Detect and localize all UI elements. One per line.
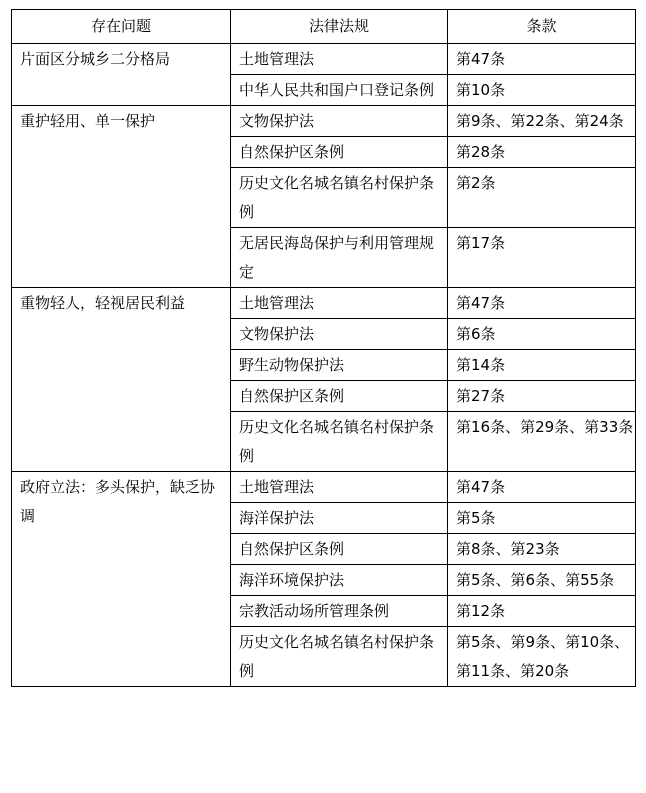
law-cell: 文物保护法 <box>231 319 448 350</box>
clause-cell: 第17条 <box>448 228 636 288</box>
issue-cell: 片面区分城乡二分格局 <box>12 44 231 106</box>
table-row <box>12 44 636 75</box>
law-cell: 历史文化名城名镇名村保护条例 <box>231 168 448 228</box>
law-cell: 历史文化名城名镇名村保护条例 <box>231 412 448 472</box>
clause-cell: 第12条 <box>448 596 636 627</box>
law-cell: 土地管理法 <box>231 44 448 75</box>
clause-cell: 第47条 <box>448 44 636 75</box>
clause-cell: 第47条 <box>448 288 636 319</box>
header-issue: 存在问题 <box>12 10 231 44</box>
issue-cell: 重物轻人，轻视居民利益 <box>12 288 231 472</box>
law-cell: 历史文化名城名镇名村保护条例 <box>231 627 448 687</box>
clause-cell: 第14条 <box>448 350 636 381</box>
clause-cell: 第6条 <box>448 319 636 350</box>
clause-cell: 第5条 <box>448 503 636 534</box>
regulations-table <box>11 9 636 687</box>
clause-cell: 第8条、第23条 <box>448 534 636 565</box>
law-cell: 土地管理法 <box>231 472 448 503</box>
law-cell: 自然保护区条例 <box>231 381 448 412</box>
clause-cell: 第47条 <box>448 472 636 503</box>
clause-cell: 第10条 <box>448 75 636 106</box>
clause-cell: 第16条、第29条、第33条 <box>448 412 636 472</box>
clause-cell: 第28条 <box>448 137 636 168</box>
law-cell: 海洋保护法 <box>231 503 448 534</box>
clause-cell: 第5条、第9条、第10条、第11条、第20条 <box>448 627 636 687</box>
law-cell: 宗教活动场所管理条例 <box>231 596 448 627</box>
law-cell: 自然保护区条例 <box>231 137 448 168</box>
law-cell: 中华人民共和国户口登记条例 <box>231 75 448 106</box>
law-cell: 文物保护法 <box>231 106 448 137</box>
header-clause: 条款 <box>448 10 636 44</box>
clause-cell: 第2条 <box>448 168 636 228</box>
issue-cell: 政府立法：多头保护，缺乏协调 <box>12 472 231 687</box>
table-row <box>12 472 636 503</box>
table-body <box>12 44 636 687</box>
header-row <box>12 10 636 44</box>
law-cell: 无居民海岛保护与利用管理规定 <box>231 228 448 288</box>
law-cell: 野生动物保护法 <box>231 350 448 381</box>
law-cell: 自然保护区条例 <box>231 534 448 565</box>
clause-cell: 第5条、第6条、第55条 <box>448 565 636 596</box>
law-cell: 土地管理法 <box>231 288 448 319</box>
law-cell: 海洋环境保护法 <box>231 565 448 596</box>
header-law: 法律法规 <box>231 10 448 44</box>
clause-cell: 第9条、第22条、第24条 <box>448 106 636 137</box>
table-row <box>12 106 636 137</box>
issue-cell: 重护轻用、单一保护 <box>12 106 231 288</box>
clause-cell: 第27条 <box>448 381 636 412</box>
table-row <box>12 288 636 319</box>
